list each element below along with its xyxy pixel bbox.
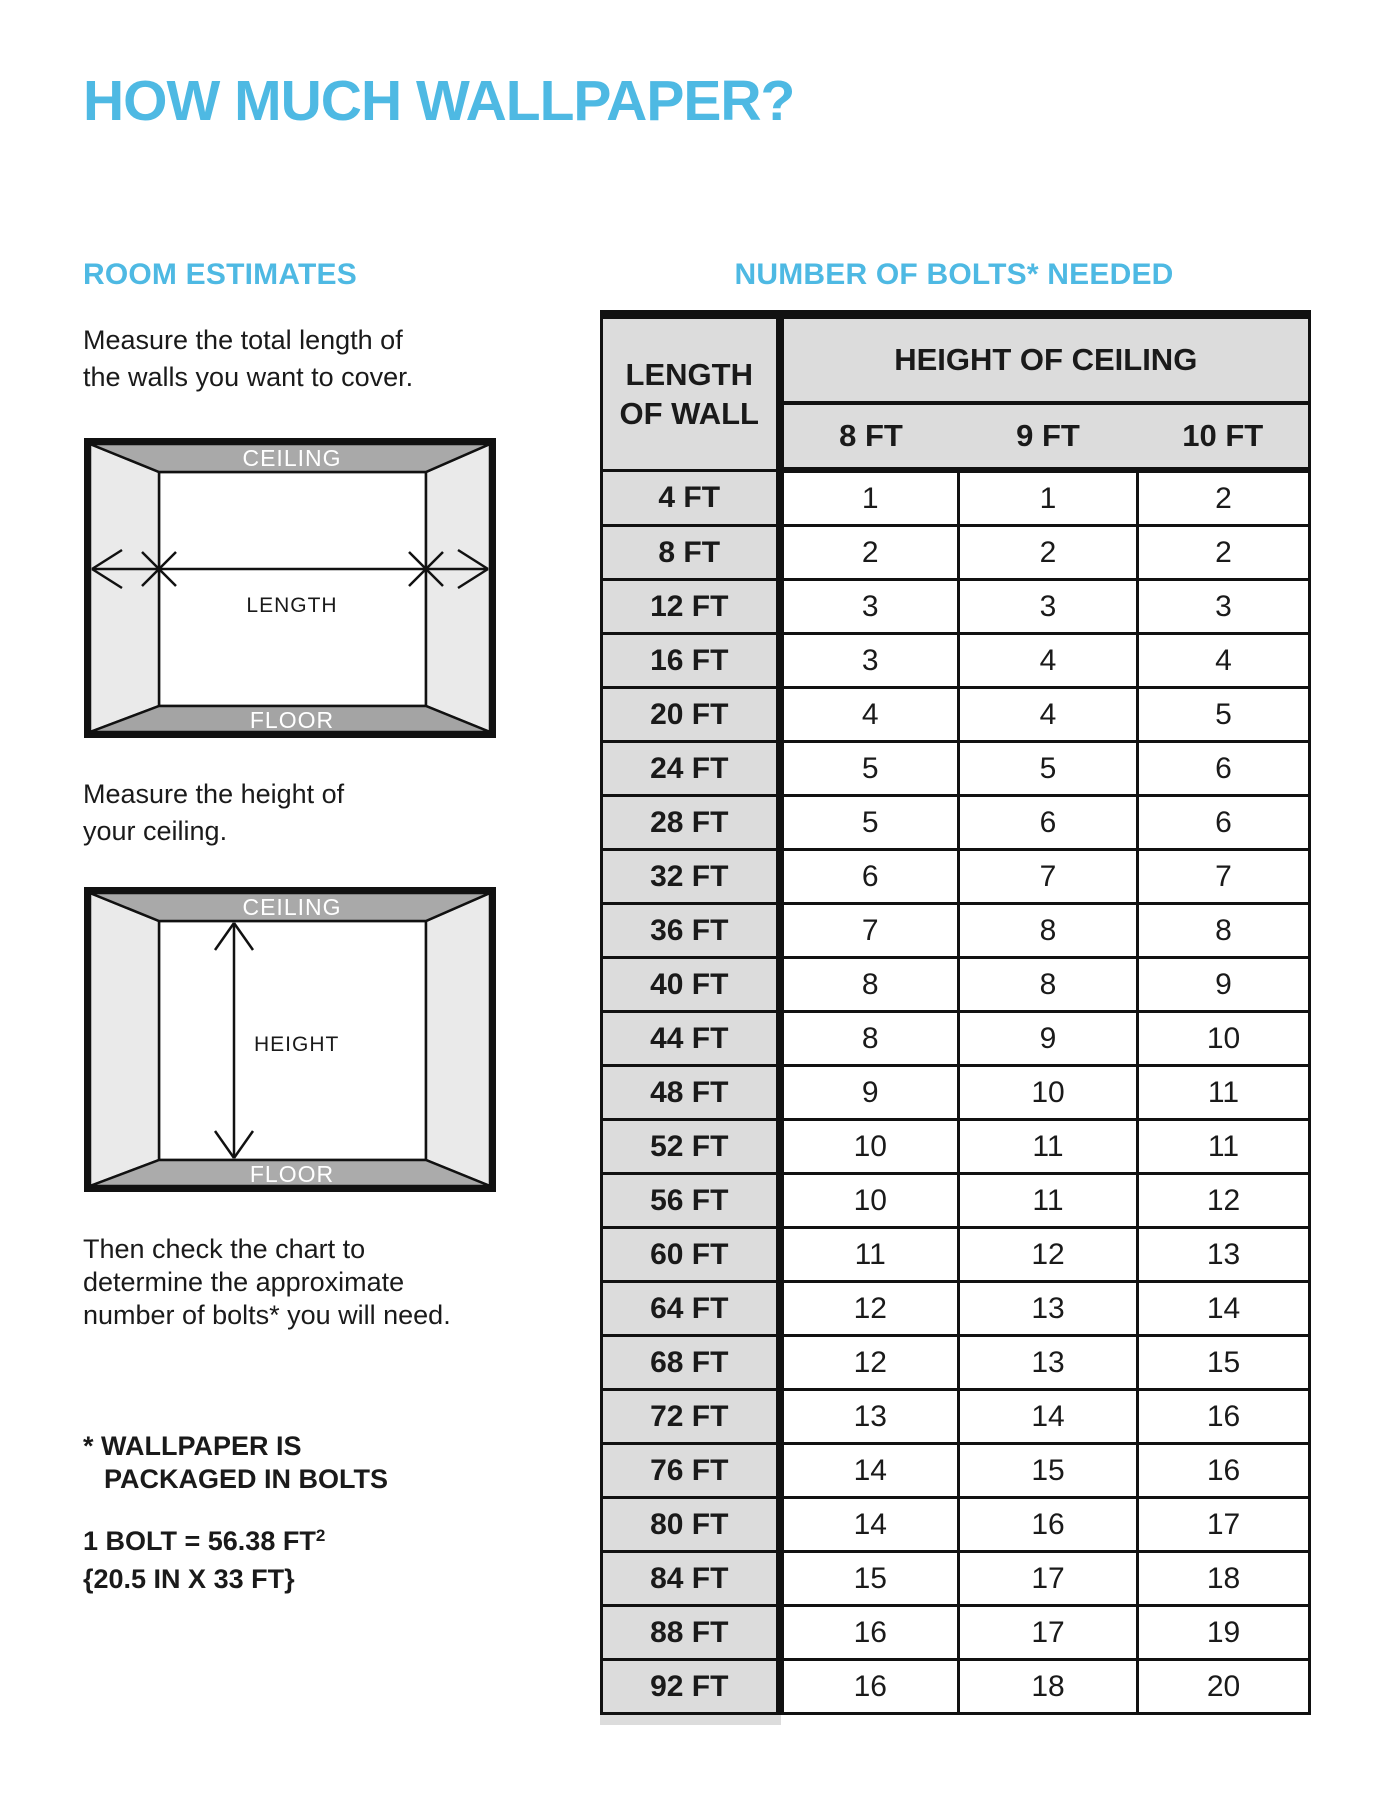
bolt-count-cell: 16 [1138, 1390, 1310, 1444]
bolt-count-cell: 11 [1138, 1120, 1310, 1174]
bolt-count-cell: 11 [780, 1228, 959, 1282]
row-header-length: 92 FT [602, 1660, 780, 1714]
footnote-wallpaper-bolts [83, 1430, 388, 1496]
table-row [602, 904, 1310, 958]
bolt-count-cell: 5 [780, 796, 959, 850]
table-row [602, 958, 1310, 1012]
row-header-length: 36 FT [602, 904, 780, 958]
table-row [602, 526, 1310, 580]
bolt-count-cell: 15 [1138, 1336, 1310, 1390]
paragraph-check-chart [83, 1233, 451, 1332]
row-header-length: 72 FT [602, 1390, 780, 1444]
bolt-count-cell: 11 [959, 1120, 1138, 1174]
paragraph-line: Measure the total length of [83, 325, 403, 355]
bolt-count-cell: 1 [780, 470, 959, 526]
bolt-count-cell: 14 [780, 1444, 959, 1498]
bolt-count-cell: 5 [780, 742, 959, 796]
row-header-length: 68 FT [602, 1336, 780, 1390]
right-wall [426, 893, 490, 1186]
bolt-count-cell: 13 [780, 1390, 959, 1444]
row-header-length: 84 FT [602, 1552, 780, 1606]
row-header-length: 56 FT [602, 1174, 780, 1228]
bolt-count-cell: 14 [1138, 1282, 1310, 1336]
bolt-table-body [602, 470, 1310, 1714]
table-row [602, 470, 1310, 526]
row-header-length: 8 FT [602, 526, 780, 580]
col-header-10ft: 10 FT [1138, 403, 1310, 470]
bolt-count-cell: 13 [959, 1336, 1138, 1390]
left-wall [90, 893, 159, 1186]
col1-header-line: OF WALL [619, 395, 759, 431]
bolt-count-cell: 18 [1138, 1552, 1310, 1606]
bolts-table [600, 310, 1311, 1715]
bolt-count-cell: 2 [780, 526, 959, 580]
table-header-row [602, 315, 1310, 404]
table-row [602, 1444, 1310, 1498]
bolt-count-cell: 6 [1138, 796, 1310, 850]
bolt-count-cell: 11 [959, 1174, 1138, 1228]
bolt-count-cell: 20 [1138, 1660, 1310, 1714]
bolt-count-cell: 19 [1138, 1606, 1310, 1660]
paragraph-measure-length [83, 322, 413, 396]
bolt-count-cell: 3 [1138, 580, 1310, 634]
table-row [602, 634, 1310, 688]
bolt-count-cell: 15 [959, 1444, 1138, 1498]
bolt-count-cell: 12 [780, 1282, 959, 1336]
bolt-count-cell: 17 [1138, 1498, 1310, 1552]
section-title-room-estimates: ROOM ESTIMATES [83, 258, 357, 291]
bolt-count-cell: 9 [959, 1012, 1138, 1066]
bolt-count-cell: 7 [959, 850, 1138, 904]
col-header-8ft: 8 FT [780, 403, 959, 470]
label-ceiling: CEILING [242, 894, 342, 920]
bolt-count-cell: 6 [1138, 742, 1310, 796]
table-row [602, 1552, 1310, 1606]
bolt-count-cell: 11 [1138, 1066, 1310, 1120]
bolt-count-cell: 9 [780, 1066, 959, 1120]
bolt-count-cell: 15 [780, 1552, 959, 1606]
label-floor: FLOOR [249, 707, 335, 733]
bolt-count-cell: 13 [1138, 1228, 1310, 1282]
paragraph-line: number of bolts* you will need. [83, 1300, 451, 1330]
bolt-count-cell: 16 [780, 1606, 959, 1660]
table-row [602, 1498, 1310, 1552]
back-wall [159, 472, 426, 706]
bolt-count-cell: 16 [959, 1498, 1138, 1552]
diagram-room-length [84, 438, 496, 738]
page-title: HOW MUCH WALLPAPER? [83, 69, 795, 133]
bolt-count-cell: 18 [959, 1660, 1138, 1714]
bolt-count-cell: 17 [959, 1552, 1138, 1606]
bolt-count-cell: 5 [959, 742, 1138, 796]
row-header-length: 76 FT [602, 1444, 780, 1498]
bolt-count-cell: 2 [959, 526, 1138, 580]
footnote-line: PACKAGED IN BOLTS [104, 1464, 389, 1494]
bolt-count-cell: 12 [959, 1228, 1138, 1282]
table-col1-header [602, 315, 780, 471]
table-row [602, 796, 1310, 850]
row-header-length: 24 FT [602, 742, 780, 796]
table-row [602, 742, 1310, 796]
bolt-count-cell: 6 [959, 796, 1138, 850]
paragraph-line: Then check the chart to [83, 1234, 366, 1264]
bolt-count-cell: 4 [780, 688, 959, 742]
bolt-count-cell: 4 [959, 688, 1138, 742]
row-header-length: 16 FT [602, 634, 780, 688]
table-row [602, 1660, 1310, 1714]
row-header-length: 40 FT [602, 958, 780, 1012]
paragraph-measure-height [83, 776, 344, 850]
bolt-count-cell: 6 [780, 850, 959, 904]
label-floor: FLOOR [249, 1161, 335, 1187]
row-header-length: 44 FT [602, 1012, 780, 1066]
table-row [602, 1228, 1310, 1282]
section-title-bolts-needed: NUMBER OF BOLTS* NEEDED [734, 258, 1174, 291]
table-row [602, 850, 1310, 904]
row-header-length: 4 FT [602, 470, 780, 526]
paragraph-line: the walls you want to cover. [83, 362, 414, 392]
bolt-count-cell: 16 [780, 1660, 959, 1714]
bolt-count-cell: 13 [959, 1282, 1138, 1336]
bolt-count-cell: 2 [1138, 526, 1310, 580]
label-height: HEIGHT [254, 1033, 340, 1056]
left-wall [90, 444, 159, 732]
bolt-count-cell: 3 [780, 634, 959, 688]
table-group-header: HEIGHT OF CEILING [780, 315, 1310, 404]
bolt-count-cell: 7 [780, 904, 959, 958]
table-row [602, 1606, 1310, 1660]
bolt-count-cell: 12 [780, 1336, 959, 1390]
row-header-length: 60 FT [602, 1228, 780, 1282]
row-header-length: 48 FT [602, 1066, 780, 1120]
table-row [602, 1120, 1310, 1174]
footnote-line: * WALLPAPER IS [83, 1431, 302, 1461]
table-row [602, 1174, 1310, 1228]
bolt-count-cell: 10 [959, 1066, 1138, 1120]
row-header-length: 32 FT [602, 850, 780, 904]
table-row [602, 580, 1310, 634]
superscript-2: 2 [315, 1526, 326, 1545]
table-row [602, 1012, 1310, 1066]
bolt-count-cell: 8 [959, 958, 1138, 1012]
row-header-length: 80 FT [602, 1498, 780, 1552]
bolt-count-cell: 8 [780, 958, 959, 1012]
diagram-room-height [84, 887, 496, 1192]
bolt-count-cell: 10 [1138, 1012, 1310, 1066]
bolt-count-cell: 12 [1138, 1174, 1310, 1228]
table-row [602, 688, 1310, 742]
bolt-count-cell: 14 [959, 1390, 1138, 1444]
bolt-count-cell: 10 [780, 1174, 959, 1228]
table-footer-stub [600, 1715, 781, 1725]
paragraph-line: your ceiling. [83, 816, 228, 846]
bolt-dimensions: {20.5 IN X 33 FT} [83, 1564, 295, 1594]
table-row [602, 1066, 1310, 1120]
bolt-count-cell: 3 [780, 580, 959, 634]
bolt-count-cell: 10 [780, 1120, 959, 1174]
col-header-9ft: 9 FT [959, 403, 1138, 470]
row-header-length: 28 FT [602, 796, 780, 850]
label-length: LENGTH [246, 594, 338, 617]
bolt-count-cell: 4 [1138, 634, 1310, 688]
bolt-count-cell: 8 [959, 904, 1138, 958]
bolt-count-cell: 14 [780, 1498, 959, 1552]
table-row [602, 1336, 1310, 1390]
bolt-count-cell: 4 [959, 634, 1138, 688]
paragraph-line: Measure the height of [83, 779, 345, 809]
row-header-length: 64 FT [602, 1282, 780, 1336]
bolt-count-cell: 3 [959, 580, 1138, 634]
row-header-length: 20 FT [602, 688, 780, 742]
row-header-length: 52 FT [602, 1120, 780, 1174]
bolt-count-cell: 2 [1138, 470, 1310, 526]
col1-header-line: LENGTH [625, 356, 753, 392]
table-row [602, 1282, 1310, 1336]
paragraph-line: determine the approximate [83, 1267, 405, 1297]
bolt-count-cell: 7 [1138, 850, 1310, 904]
bolt-count-cell: 9 [1138, 958, 1310, 1012]
bolt-count-cell: 8 [780, 1012, 959, 1066]
table-row [602, 1390, 1310, 1444]
row-header-length: 88 FT [602, 1606, 780, 1660]
row-header-length: 12 FT [602, 580, 780, 634]
bolt-count-cell: 8 [1138, 904, 1310, 958]
bolt-count-cell: 17 [959, 1606, 1138, 1660]
bolts-table-container [600, 310, 1308, 1725]
bolt-count-cell: 5 [1138, 688, 1310, 742]
bolt-equation: 1 BOLT = 56.38 $FT^2$ [83, 1526, 326, 1556]
label-ceiling: CEILING [242, 445, 342, 471]
bolt-count-cell: 1 [959, 470, 1138, 526]
bolt-size-info [83, 1524, 325, 1596]
bolt-count-cell: 16 [1138, 1444, 1310, 1498]
